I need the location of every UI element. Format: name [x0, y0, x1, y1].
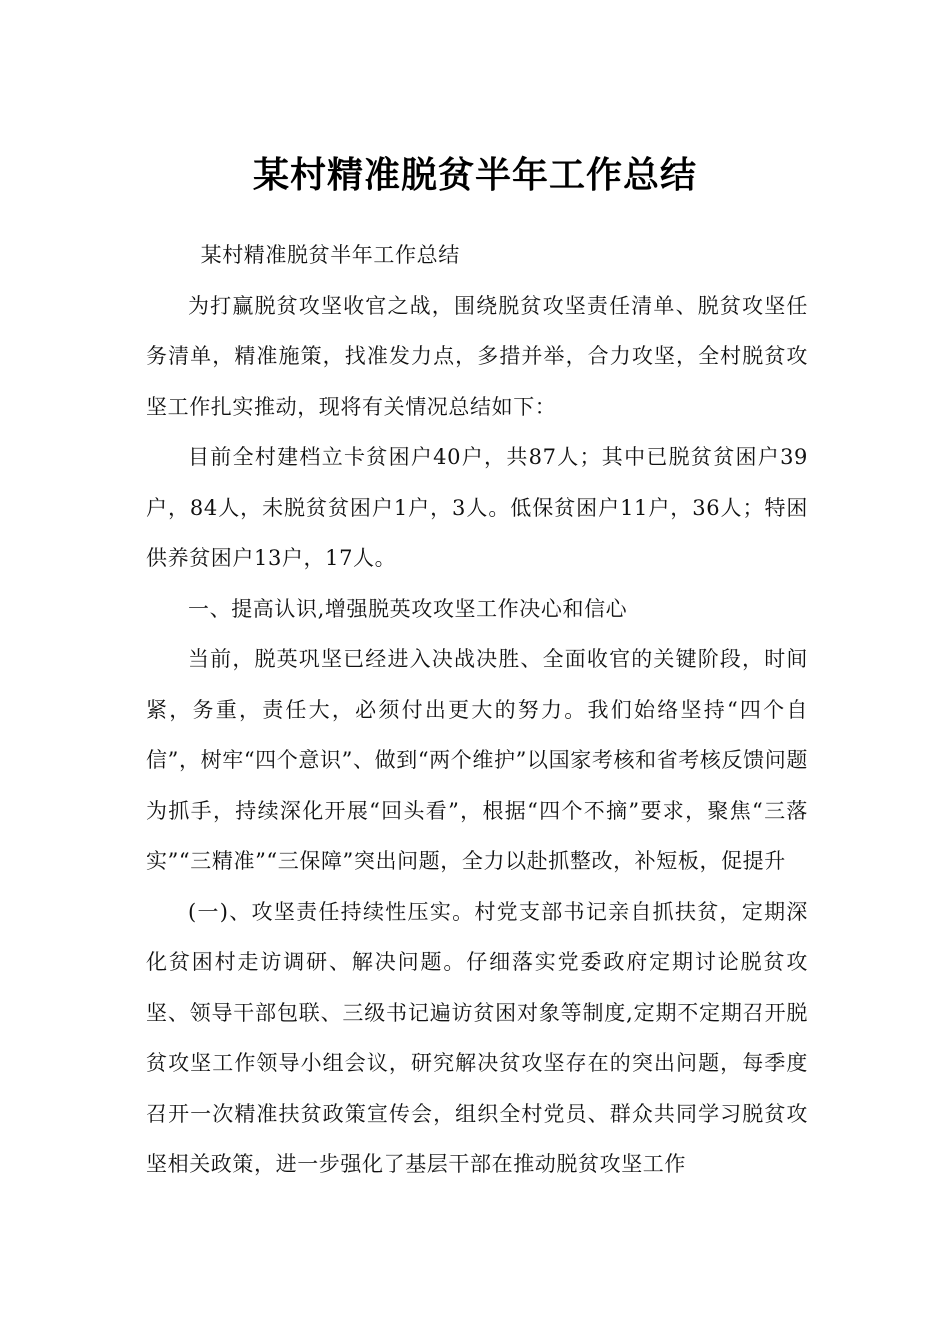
section-heading-1: 一、提高认识,增强脱英攻攻坚工作决心和信心	[188, 596, 628, 621]
paragraph-section-1: 当前，脱英巩坚已经进入决战决胜、全面收官的关键阶段，时间紧，务重，责任大，必须付出更大的努力。我们始络坚持“四个自信”，树牢“四个意识”、做到“两个维护”以国家考核和省考核反馈问题为抓手，持续深化开展“回头看”，根据“四个不摘”要求，聚焦“三落实”“三精准”“三保障”突出问题，全力以赴抓整改，补短板，促提升	[146, 647, 808, 873]
paragraph-subsection-1: (一)、攻坚责任持续性压实。村党支部书记亲自抓扶贫，定期深化贫困村走访调研、解决问题。仔细落实党委政府定期讨论脱贫攻坚、领导干部包联、三级书记遍访贫困对象等制度,定期不定期召开脱贫攻坚工作领导小组会议，研究解决贫攻坚存在的突出问题，每季度召开一次精准扶贫政策宣传会，组织全村党员、群众共同学习脱贫攻坚相关政策，进一步强化了基层干部在推动脱贫攻坚工作	[146, 899, 808, 1176]
document-title: 某村精准脱贫半年工作总结	[252, 155, 697, 197]
document-subtitle: 某村精准脱贫半年工作总结	[200, 243, 460, 267]
paragraph-statistics: 目前全村建档立卡贫困户40户，共87人；其中已脱贫贫困户39户，84人，未脱贫贫困户1户，3人。低保贫困户11户，36人；特困供养贫困户13户，17人。	[146, 445, 808, 570]
document-body	[146, 230, 808, 1190]
paragraph-intro: 为打赢脱贫攻坚收官之战，围绕脱贫攻坚责任清单、脱贫攻坚任务清单，精准施策，找准发力点，多措并举，合力攻坚，全村脱贫攻坚工作扎实推动，现将有关情况总结如下：	[146, 293, 808, 419]
